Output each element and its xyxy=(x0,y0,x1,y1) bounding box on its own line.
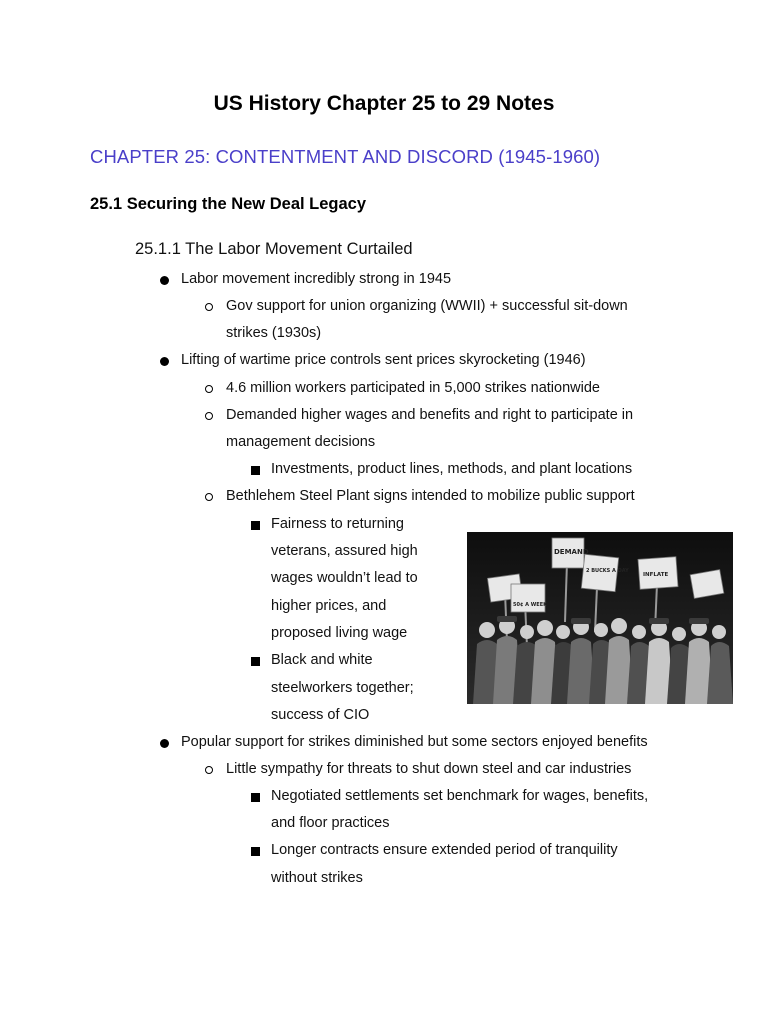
list-item-text: proposed living wage xyxy=(271,625,408,641)
bullet-level2 xyxy=(205,303,213,311)
list-item-text: 4.6 million workers participated in 5,000 strikes nationwide xyxy=(226,380,600,396)
list-item-text: Black and white xyxy=(271,652,373,668)
photo-sign-inflate: INFLATE xyxy=(643,572,669,578)
bullet-level3 xyxy=(251,657,260,666)
list-item-text: Longer contracts ensure extended period of tranquility xyxy=(271,842,618,858)
list-item-text: Negotiated settlements set benchmark for wages, benefits, xyxy=(271,788,649,804)
list-item-text: strikes (1930s) xyxy=(226,325,322,341)
photo-sign-bucks: 2 BUCKS A DAY xyxy=(586,568,629,574)
section-heading: 25.1 Securing the New Deal Legacy xyxy=(90,195,367,213)
photo-sign-demand: DEMAND xyxy=(554,548,589,556)
bullet-level3 xyxy=(251,793,260,802)
list-item-text: Labor movement incredibly strong in 1945 xyxy=(181,271,452,287)
list-item-text: without strikes xyxy=(271,870,363,886)
list-item-text: Popular support for strikes diminished but some sectors enjoyed benefits xyxy=(181,734,648,750)
subsection-heading: 25.1.1 The Labor Movement Curtailed xyxy=(135,240,413,258)
bullet-level1 xyxy=(160,276,169,285)
list-item-text: Bethlehem Steel Plant signs intended to mobilize public support xyxy=(226,488,635,504)
list-item-text: Little sympathy for threats to shut down steel and car industries xyxy=(226,761,632,777)
list-item-text: higher prices, and xyxy=(271,598,387,614)
list-item-text: Investments, product lines, methods, and plant locations xyxy=(271,461,633,477)
list-item-text: Gov support for union organizing (WWII) + successful sit-down xyxy=(226,298,628,314)
bullet-level3 xyxy=(251,847,260,856)
list-item-text: veterans, assured high xyxy=(271,543,418,559)
bullet-level3 xyxy=(251,521,260,530)
bullet-level2 xyxy=(205,493,213,501)
steelworkers-strike-photo xyxy=(467,532,733,704)
list-item-text: success of CIO xyxy=(271,707,370,723)
chapter-heading: CHAPTER 25: CONTENTMENT AND DISCORD (1945-1960) xyxy=(90,146,601,167)
list-item-text: Lifting of wartime price controls sent prices skyrocketing (1946) xyxy=(181,352,586,368)
list-item-text: Demanded higher wages and benefits and right to participate in xyxy=(226,407,634,423)
list-item-text: and floor practices xyxy=(271,815,390,831)
list-item-text: Fairness to returning xyxy=(271,516,404,532)
bullet-level3 xyxy=(251,466,260,475)
document-title: US History Chapter 25 to 29 Notes xyxy=(213,92,555,115)
bullet-level1 xyxy=(160,739,169,748)
list-item-text: wages wouldn’t lead to xyxy=(271,570,418,586)
bullet-level2 xyxy=(205,385,213,393)
photo-sign-week: 50¢ A WEEK xyxy=(513,602,548,608)
bullet-level2 xyxy=(205,766,213,774)
list-item-text: management decisions xyxy=(226,434,376,450)
list-item-text: steelworkers together; xyxy=(271,680,414,696)
bullet-level2 xyxy=(205,412,213,420)
bullet-level1 xyxy=(160,357,169,366)
